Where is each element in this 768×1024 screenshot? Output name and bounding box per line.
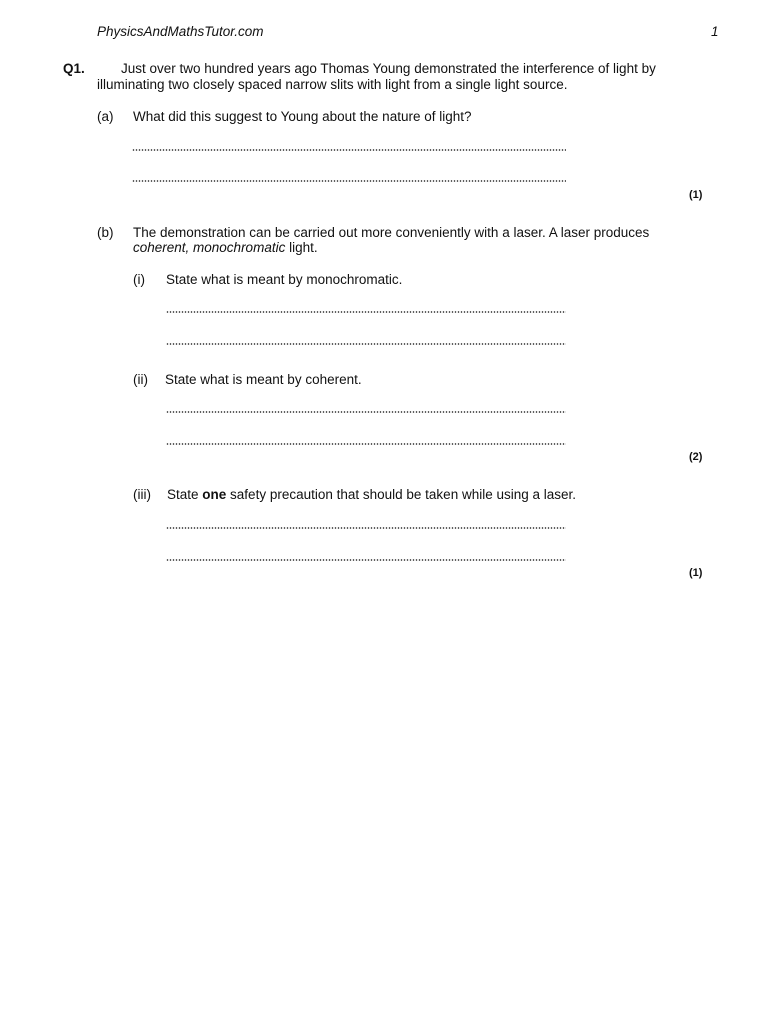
part-b-text-line1: The demonstration can be carried out more conveniently with a laser. A laser produces xyxy=(133,225,650,240)
sub-ii-question: State what is meant by coherent. xyxy=(165,372,362,387)
answer-line[interactable] xyxy=(132,178,566,184)
marks-badge: (1) xyxy=(689,189,703,201)
sub-ii-label: (ii) xyxy=(133,372,148,387)
part-a-question: What did this suggest to Young about the nature of light? xyxy=(133,109,472,124)
answer-line[interactable] xyxy=(166,441,566,447)
question-intro-line1: Just over two hundred years ago Thomas Young demonstrated the interference of light by xyxy=(121,61,656,76)
marks-badge: (1) xyxy=(689,567,703,579)
part-b-text-line2 xyxy=(133,240,318,255)
answer-line[interactable] xyxy=(166,557,566,563)
sub-iii-text-before: State xyxy=(167,487,203,502)
answer-line[interactable] xyxy=(166,409,566,415)
part-b-italic-terms: coherent, monochromatic xyxy=(133,240,286,255)
sub-iii-text-after: safety precaution that should be taken while using a laser. xyxy=(226,487,577,502)
part-b-label: (b) xyxy=(97,225,114,240)
part-b-text-line2-rest: light. xyxy=(285,240,318,255)
sub-iii-emphasis: one xyxy=(202,487,227,502)
marks-badge: (2) xyxy=(689,451,703,463)
site-header: PhysicsAndMathsTutor.com xyxy=(97,24,264,39)
answer-line[interactable] xyxy=(166,341,566,347)
page-number: 1 xyxy=(711,24,719,39)
sub-i-label: (i) xyxy=(133,272,145,287)
answer-line[interactable] xyxy=(132,147,566,153)
sub-iii-question xyxy=(167,487,576,502)
part-a-label: (a) xyxy=(97,109,114,124)
question-number: Q1. xyxy=(63,61,85,76)
question-intro-line2: illuminating two closely spaced narrow slits with light from a single light source. xyxy=(97,77,568,92)
sub-i-question: State what is meant by monochromatic. xyxy=(166,272,403,287)
answer-line[interactable] xyxy=(166,309,566,315)
sub-iii-label: (iii) xyxy=(133,487,151,502)
answer-line[interactable] xyxy=(166,525,566,531)
